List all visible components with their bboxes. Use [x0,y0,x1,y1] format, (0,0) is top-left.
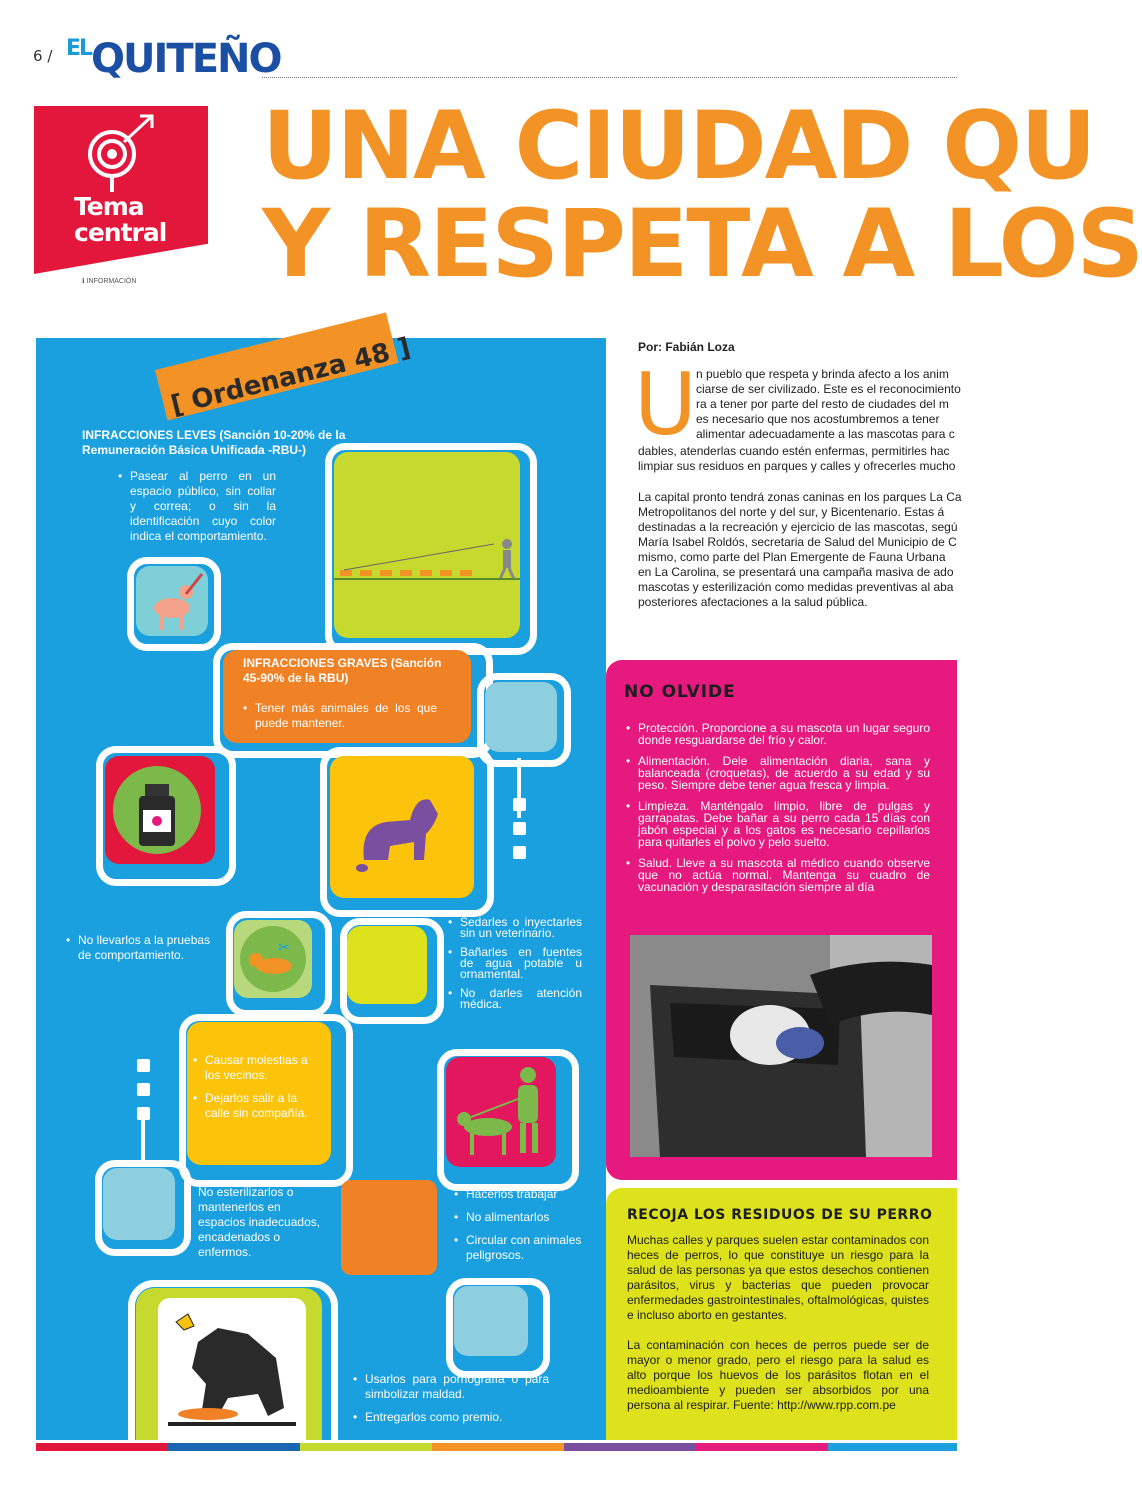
article-para1: dables, atenderlas cuando estén enfermas, permitirles hac limpiar sus residuos en parques y calles y ofrecerles mucho [638,444,956,473]
list-item: • Entregarlos como premio. [353,1410,549,1425]
infracciones-graves-title: INFRACCIONES GRAVES (Sanción 45-90% de la RBU) [243,656,442,685]
light-blue-box [485,682,557,752]
medicine-bottle-icon [105,756,215,864]
stripe-segment [696,1443,828,1451]
list-item: • Alimentación. Dele alimentación diaria, sana y balanceada (croquetas), de acuerdo a su edad y su peso. Siempre debe tener agua fresca y limpia. [626,755,930,791]
stripe-segment [300,1443,432,1451]
light-blue-box [103,1168,175,1240]
trash-bin-photo [630,935,932,1157]
scary-dog-drawing [158,1298,306,1440]
masthead-logo: ELQUITEÑO [66,36,281,82]
svg-text:✂: ✂ [278,940,290,956]
esterilizar-list [186,1185,326,1268]
grooming-dog-icon [234,920,312,998]
recoja-para2: La contaminación con heces de perros puede ser de mayor o menor grado, pero el riesgo para la salud es alto porque los huevos de los parásitos flotan en el medioambiente y pueden ser absorbidos por una persona al respirar. Fuente: http://www.rpp.com.pe [627,1338,929,1412]
list-item: • Pasear al perro en un espacio público, sin collar y correa; o sin la identificación cuyo color indica el comportamiento. [118,469,276,544]
trabajo-list [454,1187,586,1271]
list-item: • Hacerlos trabajar [454,1187,586,1202]
list-item: • Dejarlos salir a la calle sin compañía. [193,1091,325,1121]
list-item: • Usarlos para pornografía o para simbolizar maldad. [353,1372,549,1402]
infracciones-leves-title: INFRACCIONES LEVES (Sanción 10-20% de la Remuneración Básica Unificada -RBU-) [82,428,346,457]
list-item: • No darles atención médica. [448,988,582,1010]
list-item: • Limpieza. Manténgalo limpio, libre de pulgas y garrapatas. Debe bañar a su perro cada 15 días con jabón especial y a los gatos es necesario cepillarlos para quitarles el polvo y pelo suelto. [626,800,930,848]
page-number: 6 / [33,47,53,65]
walking-person-card [446,1057,556,1167]
medicine-card [105,756,215,864]
tema-central-label: Tema central [74,192,167,247]
stripe-segment [564,1443,696,1451]
list-item: • No llevarlos a la pruebas de comportamiento. [66,933,216,963]
article-para2: La capital pronto tendrá zonas caninas en los parques La Ca Metropolitanos del norte y del sur, y Bicentenario. Estas á destinadas a la recreación y ejercicio de las mascotas, segú María Isabel Roldós, secretaria de Salud del Municipio de C mismo, como parte del Plan Emergente de Fauna Urbana en La Carolina, se presentará una campaña masiva de ado mascotas y esterilización como medidas preventivas al aba posteriores afectaciones a la salud pública. [638,490,962,609]
connector [513,822,526,835]
connector [137,1059,150,1072]
target-icon [82,112,162,196]
byline: Por: Fabián Loza [638,340,735,354]
header-divider [262,77,957,78]
recoja-para1: Muchas calles y parques suelen estar contaminados con heces de perros, lo que constituye un riesgo para la salud de las personas ya que estos desechos contienen parásitos, virus y bacterias que pueden provocar enfermedades gastrointestinales, oftalmológicas, quistes e incluso aborto en gestantes. [627,1233,929,1322]
leash-dog-card [136,566,208,636]
pruebas-list [66,933,216,971]
leashed-dog-icon [136,566,208,636]
list-item: • Causar molestias a los vecinos. [193,1053,325,1083]
list-item: • Circular con animales peligrosos. [454,1233,586,1263]
ordenanza-label: [ Ordenanza 48 ] [168,332,414,422]
infracciones-graves-list [243,701,437,739]
list-item: • No alimentarlos [454,1210,586,1225]
list-item: • Salud. Lleve a su mascota al médico cuando observe que no actúa normal. Mantenga su cuadro de vacunación y desparasitación siempre al día [626,857,930,893]
stripe-segment [36,1443,168,1451]
list-item: • No esterilizarlos o mantenerlos en espacios inadecuados, encadenados o enfermos. [186,1185,326,1260]
dog-walker-icon [334,452,520,638]
infracciones-leves-list [118,469,276,552]
no-olvide-title: NO OLVIDE [624,682,736,702]
connector [137,1107,150,1120]
article-para1-indented: n pueblo que respeta y brinda afecto a los anim ciarse de ser civilizado. Este es el reconocimiento ra a tener por parte del resto de ciudades del m es necesario que nos acostumbremos a tener alimentar adecuadamente a las mascotas para c [696,367,961,441]
connector [141,1120,145,1160]
no-olvide-list [626,722,930,902]
dog-walker-card [334,452,520,638]
connector [513,846,526,859]
barking-dog-icon [158,1298,306,1440]
info-note: ℹ INFORMACIÓN [82,278,137,285]
stripe-segment [432,1443,564,1451]
light-blue-box [454,1286,528,1356]
connector [137,1083,150,1096]
dog-poop-card [330,756,474,898]
purple-dog-icon [330,756,474,898]
list-item: • Bañarles en fuentes de agua potable u ornamental. [448,947,582,980]
grooming-card [234,920,312,998]
headline: UNA CIUDAD QU Y RESPETA A LOS [262,92,1142,299]
list-item: • Sedarles o inyectarles sin un veterinario. [448,917,582,939]
drop-cap: U [634,355,697,455]
recoja-title: RECOJA LOS RESIDUOS DE SU PERRO [627,1207,933,1223]
list-item: • Protección. Proporcione a su mascota un lugar seguro donde resguardarse del frío y calor. [626,722,930,746]
lime-box [347,926,427,1004]
orange-box [341,1180,437,1275]
stripe-segment [168,1443,300,1451]
cuidados-list [448,917,582,1018]
person-walking-dog-icon [446,1057,556,1167]
connector [513,798,526,811]
stripe-segment [828,1443,957,1451]
maldad-list [353,1372,549,1433]
trash-bin-image [630,935,932,1157]
list-item: • Tener más animales de los que puede mantener. [243,701,437,731]
molestias-list [193,1053,325,1129]
